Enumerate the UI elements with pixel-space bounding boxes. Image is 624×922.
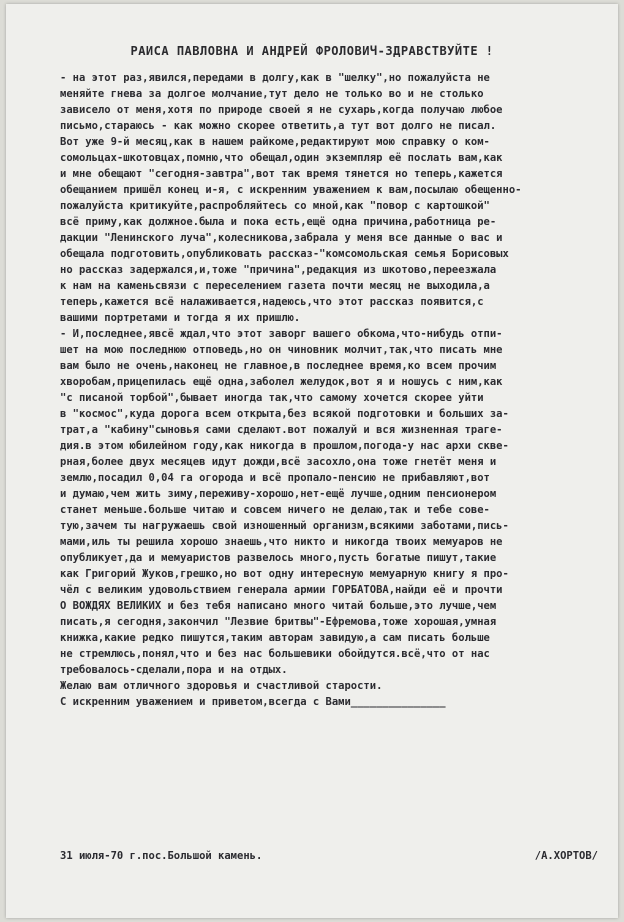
signature: /А.ХОРТОВ/ xyxy=(534,850,598,862)
letter-footer xyxy=(60,850,598,862)
date-place: 31 июля-70 г.пос.Большой камень. xyxy=(60,850,263,862)
text-line: в "космос",куда дорога всем открыта,без всякой подготовки и больших за- xyxy=(60,408,509,420)
text-line: - на этот раз,явился,передами в долгу,как в "шелку",но пожалуйста не xyxy=(60,72,490,84)
text-line: Желаю вам отличного здоровья и счастливой старости. xyxy=(60,680,383,692)
text-line: О ВОЖДЯХ ВЕЛИКИХ и без тебя написано много читай больше,это лучше,чем xyxy=(60,600,497,612)
text-line: пожалуйста критикуйте,распробляйтесь со мной,как "повор с картошкой" xyxy=(60,200,490,212)
paragraph-1 xyxy=(60,70,598,134)
text-line: Вот уже 9-й месяц,как в нашем райкоме,редактируют мою справку о ком- xyxy=(60,136,490,148)
text-line: станет меньше.больше читаю и совсем ничего не делаю,так и тебе сове- xyxy=(60,504,490,516)
text-line: дакции "Ленинского луча",колесникова,забрала у меня все данные о вас и xyxy=(60,232,503,244)
text-line: теперь,кажется всё налаживается,надеюсь,что этот рассказ появится,с xyxy=(60,296,484,308)
paragraph-4 xyxy=(60,598,598,678)
paragraph-3 xyxy=(60,326,598,598)
text-line: не стремлюсь,понял,что и без нас большевики обойдутся.всё,что от нас xyxy=(60,648,490,660)
text-line: мами,иль ты решила хорошо знаешь,что никто и никогда твоих мемуаров не xyxy=(60,536,503,548)
text-line: как Григорий Жуков,грешко,но вот одну интересную мемуарную книгу я про- xyxy=(60,568,509,580)
text-line: сомольцах-шкотовцах,помню,что обещал,один экземпляр её послать вам,как xyxy=(60,152,503,164)
text-line: всё приму,как должное.была и пока есть,ещё одна причина,работница ре- xyxy=(60,216,497,228)
text-line: требовалось-сделали,пора и на отдых. xyxy=(60,664,288,676)
text-line: "с писаной торбой",бывает иногда так,что самому хочется скорее уйти xyxy=(60,392,484,404)
text-line: С искренним уважением и приветом,всегда с Вами_______________ xyxy=(60,696,446,708)
text-line: меняйте гнева за долгое молчание,тут дело не только во и не столько xyxy=(60,88,484,100)
text-line: вашими портретами и тогда я их пришлю. xyxy=(60,312,301,324)
letter-heading: РАИСА ПАВЛОВНА И АНДРЕЙ ФРОЛОВИЧ-ЗДРАВСТВУЙТЕ ! xyxy=(130,44,494,58)
text-line: и думаю,чем жить зиму,переживу-хорошо,нет-ещё лучше,одним пенсионером xyxy=(60,488,497,500)
text-line: обещанием пришёл конец и-я, с искренним уважением к вам,посылаю обещенно- xyxy=(60,184,522,196)
text-line: опубликует,да и мемуаристов развелось много,пусть богатые пишут,такие xyxy=(60,552,497,564)
text-line: - И,последнее,явсё ждал,что этот заворг вашего обкома,что-нибудь отпи- xyxy=(60,328,503,340)
text-line: книжка,какие редко пишутся,таким авторам завидую,а сам писать больше xyxy=(60,632,490,644)
text-line: зависело от меня,хотя по природе своей я не сухарь,когда получаю любое xyxy=(60,104,503,116)
text-line: к нам на каменьсвязи с переселением газета почти месяц не выходила,а xyxy=(60,280,490,292)
text-line: но рассказ задержался,и,тоже "причина",редакция из шкотово,переезжала xyxy=(60,264,497,276)
closing xyxy=(60,678,598,710)
text-line: письмо,стараюсь - как можно скорее ответить,а тут вот долго не писал. xyxy=(60,120,497,132)
text-line: вам было не очень,наконец не главное,в последнее время,ко всем прочим xyxy=(60,360,497,372)
text-line: трат,а "кабину"сыновья сами сделают.вот пожалуй и вся жизненная траге- xyxy=(60,424,503,436)
text-line: шет на мою последнюю отповедь,но он чиновник молчит,так,что писать мне xyxy=(60,344,503,356)
text-line: чёл с великим удовольствием генерала армии ГОРБАТОВА,найди её и прочти xyxy=(60,584,503,596)
text-line: обещала подготовить,опубликовать рассказ-"комсомольская семья Борисовых xyxy=(60,248,509,260)
text-line: писать,я сегодня,закончил "Лезвие бритвы"-Ефремова,тоже хорошая,умная xyxy=(60,616,497,628)
paragraph-2 xyxy=(60,134,598,326)
text-line: хворобам,прицепилась ещё одна,заболел желудок,вот я и ношусь с ним,как xyxy=(60,376,503,388)
letter-body xyxy=(60,70,598,710)
letter-page xyxy=(6,4,618,918)
text-line: рная,более двух месяцев идут дожди,всё засохло,она тоже гнетёт меня и xyxy=(60,456,497,468)
text-line: и мне обещают "сегодня-завтра",вот так время тянется но теперь,кажется xyxy=(60,168,503,180)
text-line: тую,зачем ты нагружаешь свой изношенный организм,всякими заботами,пись- xyxy=(60,520,509,532)
text-line: дия.в этом юбилейном году,как никогда в прошлом,погода-у нас архи скве- xyxy=(60,440,509,452)
text-line: землю,посадил 0,04 га огорода и всё пропало-пенсию не прибавляют,вот xyxy=(60,472,490,484)
